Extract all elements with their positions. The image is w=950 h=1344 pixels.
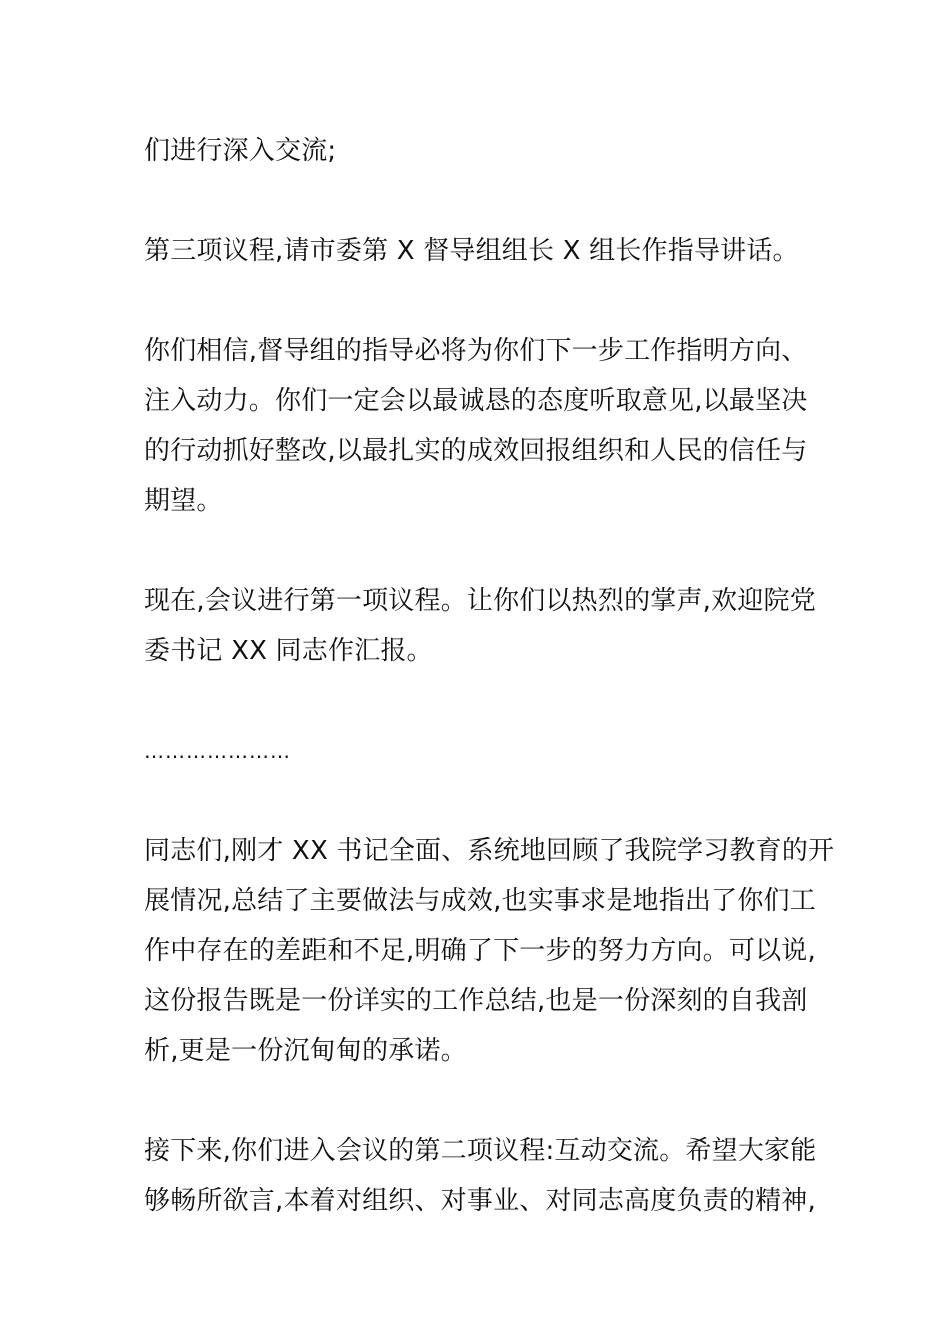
paragraph-line: 注入动力。你们一定会以最诚恳的态度听取意见,以最坚决 [144, 386, 808, 416]
paragraph-line: 这份报告既是一份详实的工作总结,也是一份深刻的自我剖 [144, 986, 808, 1016]
paragraph-line: 展情况,总结了主要做法与成效,也实事求是地指出了你们工 [144, 886, 816, 916]
paragraph-line: 作中存在的差距和不足,明确了下一步的努力方向。可以说, [144, 936, 816, 966]
paragraph-line: 析,更是一份沉甸甸的承诺。 [144, 1036, 467, 1066]
paragraph-line: 委书记 XX 同志作汇报。 [144, 636, 433, 666]
paragraph-line: 期望。 [144, 486, 223, 516]
ellipsis-separator: ………………… [144, 739, 291, 763]
paragraph-line: 够畅所欲言,本着对组织、对事业、对同志高度负责的精神, [144, 1186, 816, 1216]
paragraph-line: 接下来,你们进入会议的第二项议程:互动交流。希望大家能 [144, 1136, 817, 1166]
paragraph-line: 你们相信,督导组的指导必将为你们下一步工作指明方向、 [144, 336, 808, 366]
paragraph-line: 的行动抓好整改,以最扎实的成效回报组织和人民的信任与 [144, 436, 808, 466]
paragraph-line: 第三项议程,请市委第 X 督导组组长 X 组长作指导讲话。 [144, 236, 799, 266]
paragraph-line: 同志们,刚才 XX 书记全面、系统地回顾了我院学习教育的开 [144, 836, 835, 866]
paragraph-line: 现在,会议进行第一项议程。让你们以热烈的掌声,欢迎院党 [144, 586, 816, 616]
paragraph-line: 们进行深入交流; [144, 136, 337, 166]
